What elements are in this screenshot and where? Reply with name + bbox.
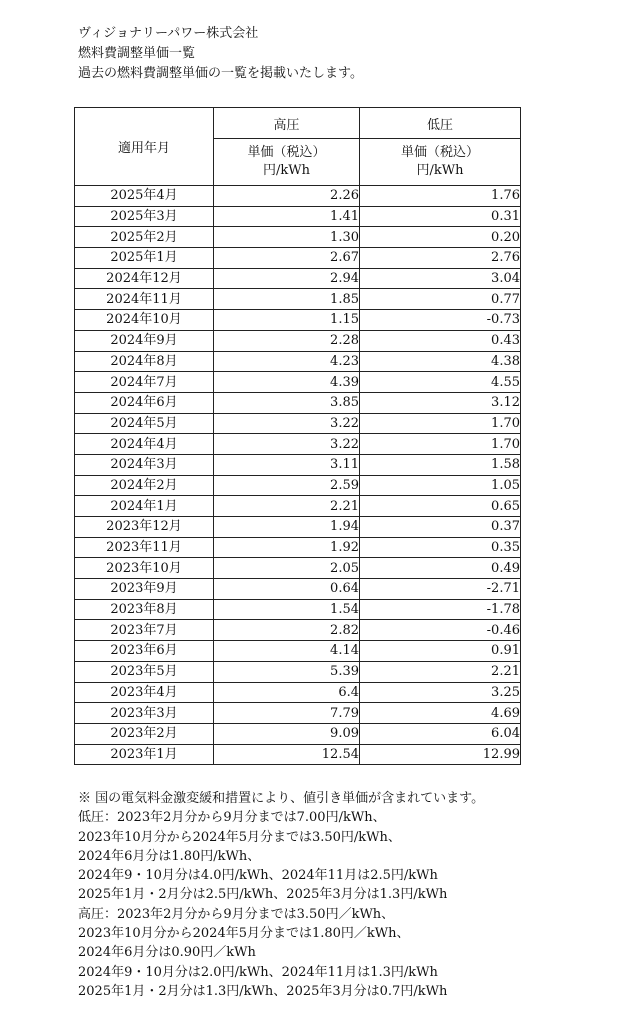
- high-rate-cell: 9.09: [214, 723, 360, 744]
- month-cell: 2023年10月: [75, 558, 214, 579]
- high-rate-cell: 2.67: [214, 248, 360, 269]
- month-cell: 2023年5月: [75, 661, 214, 682]
- high-rate-cell: 2.05: [214, 558, 360, 579]
- high-rate-cell: 2.94: [214, 268, 360, 289]
- high-rate-cell: 6.4: [214, 682, 360, 703]
- table-row: [75, 537, 521, 558]
- month-cell: 2023年12月: [75, 517, 214, 538]
- low-rate-cell: 3.25: [360, 682, 521, 703]
- high-rate-cell: 2.82: [214, 620, 360, 641]
- month-cell: 2024年3月: [75, 454, 214, 475]
- low-rate-cell: -0.73: [360, 310, 521, 331]
- month-cell: 2024年11月: [75, 289, 214, 310]
- high-rate-cell: 4.14: [214, 641, 360, 662]
- month-cell: 2024年12月: [75, 268, 214, 289]
- table-row: [75, 682, 521, 703]
- table-row: [75, 599, 521, 620]
- high-rate-cell: 7.79: [214, 703, 360, 724]
- table-row: [75, 454, 521, 475]
- table-row: [75, 330, 521, 351]
- high-rate-cell: 2.21: [214, 496, 360, 517]
- high-rate-cell: 5.39: [214, 661, 360, 682]
- high-rate-cell: 1.94: [214, 517, 360, 538]
- high-rate-cell: 4.23: [214, 351, 360, 372]
- month-cell: 2025年2月: [75, 227, 214, 248]
- company-name: ヴィジョナリーパワー株式会社: [78, 26, 259, 41]
- low-rate-cell: 0.43: [360, 330, 521, 351]
- table-row: [75, 517, 521, 538]
- document-title: 燃料費調整単価一覧: [78, 46, 196, 61]
- low-rate-cell: 1.76: [360, 186, 521, 207]
- high-rate-cell: 1.85: [214, 289, 360, 310]
- table-row: [75, 268, 521, 289]
- table-row: [75, 558, 521, 579]
- notes-line: ※ 国の電気料金激変緩和措置により、値引き単価が含まれています。: [78, 791, 485, 806]
- high-unit-header: [214, 139, 360, 186]
- low-rate-cell: 2.76: [360, 248, 521, 269]
- low-unit-header: [360, 139, 521, 186]
- table-row: [75, 496, 521, 517]
- low-rate-cell: 3.04: [360, 268, 521, 289]
- table-row: [75, 434, 521, 455]
- month-cell: 2025年4月: [75, 186, 214, 207]
- high-rate-cell: 3.22: [214, 413, 360, 434]
- low-rate-cell: 4.38: [360, 351, 521, 372]
- month-cell: 2023年6月: [75, 641, 214, 662]
- unit-label: 単価（税込）: [400, 145, 479, 160]
- month-cell: 2023年11月: [75, 537, 214, 558]
- table-row: [75, 475, 521, 496]
- notes-line: 2024年9・10月分は2.0円/kWh、2024年11月は1.3円/kWh: [78, 964, 438, 980]
- high-rate-cell: 1.92: [214, 537, 360, 558]
- notes-line: 2024年9・10月分は4.0円/kWh、2024年11月は2.5円/kWh: [78, 868, 438, 884]
- low-rate-cell: 4.69: [360, 703, 521, 724]
- low-rate-cell: 6.04: [360, 723, 521, 744]
- low-rate-cell: 0.91: [360, 641, 521, 662]
- low-rate-cell: 0.20: [360, 227, 521, 248]
- high-voltage-header: 高圧: [214, 108, 360, 139]
- high-rate-cell: 1.15: [214, 310, 360, 331]
- high-rate-cell: 2.59: [214, 475, 360, 496]
- high-rate-cell: 2.28: [214, 330, 360, 351]
- table-row: [75, 703, 521, 724]
- low-rate-cell: -0.46: [360, 620, 521, 641]
- month-cell: 2024年6月: [75, 392, 214, 413]
- low-rate-cell: -2.71: [360, 579, 521, 600]
- high-rate-cell: 3.85: [214, 392, 360, 413]
- month-cell: 2025年3月: [75, 206, 214, 227]
- high-rate-cell: 4.39: [214, 372, 360, 393]
- high-rate-cell: 12.54: [214, 744, 360, 765]
- month-cell: 2023年2月: [75, 723, 214, 744]
- page-header: [78, 24, 363, 84]
- month-cell: 2023年9月: [75, 579, 214, 600]
- notes-line: 2025年1月・2月分は2.5円/kWh、2025年3月分は1.3円/kWh: [78, 887, 448, 903]
- table-row: [75, 744, 521, 765]
- high-rate-cell: 1.41: [214, 206, 360, 227]
- low-rate-cell: 3.12: [360, 392, 521, 413]
- month-cell: 2025年1月: [75, 248, 214, 269]
- low-rate-cell: 2.21: [360, 661, 521, 682]
- table-row: [75, 413, 521, 434]
- high-rate-cell: 0.64: [214, 579, 360, 600]
- month-cell: 2024年4月: [75, 434, 214, 455]
- low-rate-cell: -1.78: [360, 599, 521, 620]
- month-cell: 2023年7月: [75, 620, 214, 641]
- low-rate-cell: 1.70: [360, 434, 521, 455]
- high-rate-cell: 1.30: [214, 227, 360, 248]
- table-row: [75, 186, 521, 207]
- month-cell: 2023年3月: [75, 703, 214, 724]
- month-cell: 2024年10月: [75, 310, 214, 331]
- high-rate-cell: 3.22: [214, 434, 360, 455]
- low-rate-cell: 4.55: [360, 372, 521, 393]
- table-row: [75, 579, 521, 600]
- notes-line: 低圧：2023年2月分から9月分までは7.00円/kWh、: [78, 810, 386, 826]
- high-rate-cell: 2.26: [214, 186, 360, 207]
- table-row: [75, 248, 521, 269]
- table-row: [75, 641, 521, 662]
- low-rate-cell: 0.77: [360, 289, 521, 310]
- low-rate-cell: 0.65: [360, 496, 521, 517]
- notes-line: 高圧：2023年2月分から9月分までは3.50円／kWh、: [78, 906, 395, 922]
- table-row: [75, 289, 521, 310]
- notes-line: 2023年10月分から2024年5月分までは3.50円/kWh、: [78, 829, 401, 845]
- low-rate-cell: 0.35: [360, 537, 521, 558]
- low-rate-cell: 1.70: [360, 413, 521, 434]
- month-cell: 2023年4月: [75, 682, 214, 703]
- fuel-cost-adjustment-table: [74, 107, 521, 765]
- low-rate-cell: 12.99: [360, 744, 521, 765]
- table-row: [75, 227, 521, 248]
- table-row: [75, 620, 521, 641]
- notes-line: 2023年10月分から2024年5月分までは1.80円／kWh、: [78, 926, 410, 942]
- table-row: [75, 372, 521, 393]
- low-voltage-header: 低圧: [360, 108, 521, 139]
- unit-label: 円/kWh: [416, 163, 464, 178]
- month-cell: 2024年1月: [75, 496, 214, 517]
- month-cell: 2024年2月: [75, 475, 214, 496]
- high-rate-cell: 3.11: [214, 454, 360, 475]
- low-rate-cell: 0.37: [360, 517, 521, 538]
- notes-section: [78, 789, 484, 1001]
- table-row: [75, 206, 521, 227]
- notes-line: 2024年6月分は0.90円／kWh: [78, 945, 256, 961]
- low-rate-cell: 1.58: [360, 454, 521, 475]
- notes-line: 2024年6月分は1.80円/kWh、: [78, 848, 261, 864]
- table-row: [75, 723, 521, 744]
- month-cell: 2024年9月: [75, 330, 214, 351]
- document-description: 過去の燃料費調整単価の一覧を掲載いたします。: [78, 66, 363, 81]
- month-column-header: 適用年月: [75, 108, 214, 186]
- low-rate-cell: 0.31: [360, 206, 521, 227]
- high-rate-cell: 1.54: [214, 599, 360, 620]
- month-cell: 2023年1月: [75, 744, 214, 765]
- unit-label: 単価（税込）: [247, 145, 326, 160]
- low-rate-cell: 1.05: [360, 475, 521, 496]
- table-row: [75, 351, 521, 372]
- notes-line: 2025年1月・2月分は1.3円/kWh、2025年3月分は0.7円/kWh: [78, 983, 448, 999]
- month-cell: 2024年8月: [75, 351, 214, 372]
- table-row: [75, 392, 521, 413]
- month-cell: 2024年5月: [75, 413, 214, 434]
- unit-label: 円/kWh: [263, 163, 310, 178]
- month-cell: 2023年8月: [75, 599, 214, 620]
- low-rate-cell: 0.49: [360, 558, 521, 579]
- table-row: [75, 310, 521, 331]
- table-row: [75, 661, 521, 682]
- month-cell: 2024年7月: [75, 372, 214, 393]
